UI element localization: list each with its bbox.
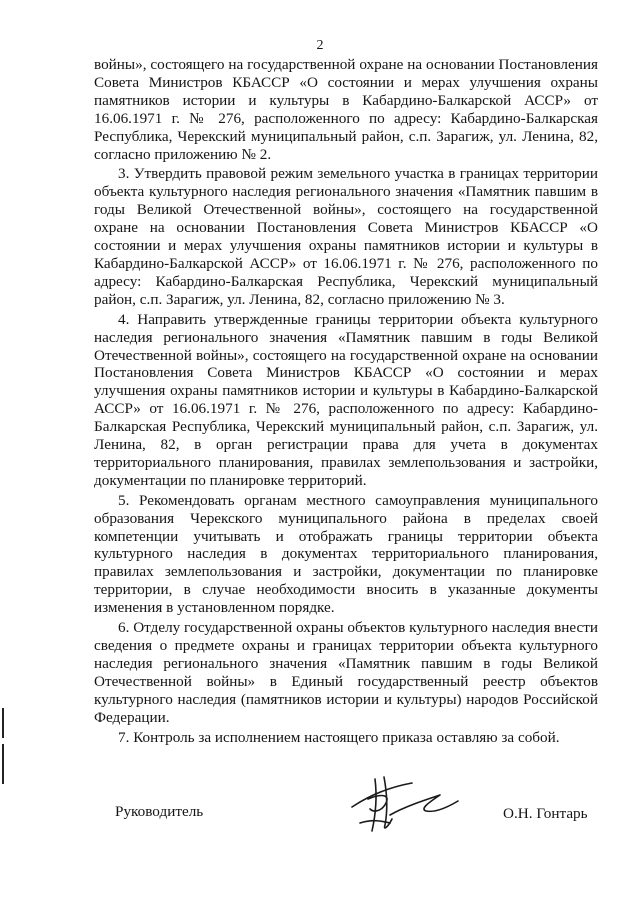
paragraph-item-3: 3. Утвердить правовой режим земельного участка в границах территории объекта культурного наследия регионального значения «Памятник павшим в годы Великой Отечественной войны», состоящего на государственной охране на основании Постановления Совета Министров КБАССР «О состоянии и мерах улучшения охраны памятников истории и культуры в Кабардино-Балкарской АССР» от 16.06.1971 г. № 276, расположенного по адресу: Кабардино-Балкарская Республика, Черекский муниципальный район, с.п. Зарагиж, ул. Ленина, 82, согласно приложению № 3.: [94, 165, 598, 308]
handwritten-signature: [330, 765, 470, 840]
margin-mark: [2, 708, 4, 738]
margin-mark: [2, 744, 4, 784]
signer-name: О.Н. Гонтарь: [503, 805, 588, 822]
paragraph-item-6: 6. Отделу государственной охраны объектов культурного наследия внести сведения о предмете охраны и границах территории объекта культурного наследия регионального значения «Памятник павшим в годы Великой Отечественной войны» в Единый государственный реестр объектов культурного наследия (памятников истории и культуры) народов Российской Федерации.: [94, 619, 598, 726]
signer-title: Руководитель: [115, 803, 204, 820]
document-body: [94, 56, 598, 746]
paragraph-item-7: 7. Контроль за исполнением настоящего приказа оставляю за собой.: [118, 728, 560, 746]
paragraph-item-4: 4. Направить утвержденные границы территории объекта культурного наследия регионального значения «Памятник павшим в годы Великой Отечественной войны», состоящего на государственной охране на основании Постановления Совета Министров КБАССР «О состоянии и мерах улучшения охраны памятников истории и культуры в Кабардино-Балкарской АССР» от 16.06.1971 г. № 276, расположенного по адресу: Кабардино-Балкарская Республика, Черекский муниципальный район, с.п. Зарагиж, ул. Ленина, 82, в орган регистрации права для учета в документах территориального планирования, правилах землепользования и застройки, документации по планировке территорий.: [94, 310, 598, 489]
paragraph-item-5: 5. Рекомендовать органам местного самоуправления муниципального образования Черекского муниципального района в пределах своей компетенции учитывать и отображать границы территории объекта культурного наследия в документах территориального планирования, правилах землепользования и застройки, документации по планировке территории, в случае необходимости вносить в указанные документы изменения в установленном порядке.: [94, 491, 598, 617]
page-number: 2: [316, 38, 324, 53]
signature-block: [0, 760, 640, 870]
paragraph-continuation: войны», состоящего на государственной охране на основании Постановления Совета Министров КБАССР «О состоянии и мерах улучшения охраны памятников истории и культуры в Кабардино-Балкарской АССР» от 16.06.1971 г. № 276, расположенного по адресу: Кабардино-Балкарская Республика, Черекский муниципальный район, с.п. Зарагиж, ул. Ленина, 82, согласно приложению № 2.: [94, 56, 598, 163]
